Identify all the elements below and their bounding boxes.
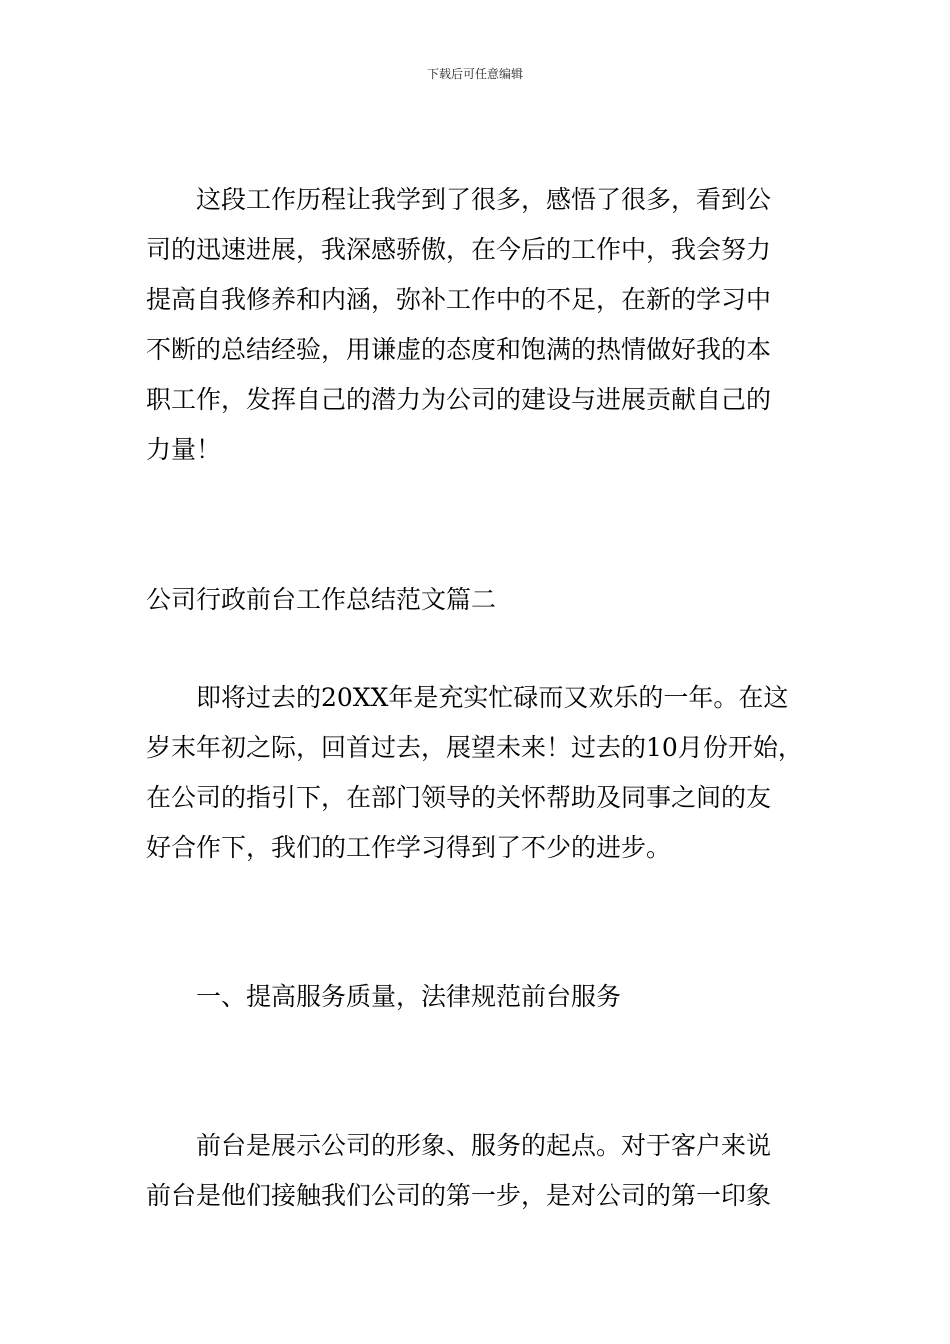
paragraph-line: 前台是他们接触我们公司的第一步，是对公司的第一印象 bbox=[146, 1181, 772, 1210]
paragraph-line: 前台是展示公司的形象、服务的起点。对于客户来说 bbox=[196, 1131, 772, 1160]
paragraph-line: 不断的总结经验，用谦虚的态度和饱满的热情做好我的本 bbox=[146, 335, 772, 364]
paragraph-line: 司的迅速进展，我深感骄傲，在今后的工作中，我会努力 bbox=[146, 235, 772, 264]
paragraph-line: 即将过去的20XX年是充实忙碌而又欢乐的一年。在这 bbox=[196, 683, 789, 712]
paragraph-reflection bbox=[146, 175, 810, 475]
paragraph-intro bbox=[146, 673, 810, 873]
paragraph-line: 提高自我修养和内涵，弥补工作中的不足，在新的学习中 bbox=[146, 285, 772, 314]
paragraph-front-desk bbox=[146, 1121, 810, 1221]
section-heading: 一、提高服务质量，法律规范前台服务 bbox=[196, 982, 622, 1011]
paragraph-line: 在公司的指引下，在部门领导的关怀帮助及同事之间的友 bbox=[146, 783, 772, 812]
paragraph-line: 好合作下，我们的工作学习得到了不少的进步。 bbox=[146, 833, 672, 862]
paragraph-line: 职工作，发挥自己的潜力为公司的建设与进展贡献自己的 bbox=[146, 385, 772, 414]
article-heading: 公司行政前台工作总结范文篇二 bbox=[146, 585, 497, 614]
page-header: 下载后可任意编辑 bbox=[426, 67, 523, 81]
paragraph-line: 岁末年初之际，回首过去，展望未来！过去的10月份开始， bbox=[146, 733, 803, 762]
paragraph-line: 这段工作历程让我学到了很多，感悟了很多，看到公 bbox=[196, 185, 772, 214]
paragraph-line: 力量！ bbox=[146, 435, 222, 464]
